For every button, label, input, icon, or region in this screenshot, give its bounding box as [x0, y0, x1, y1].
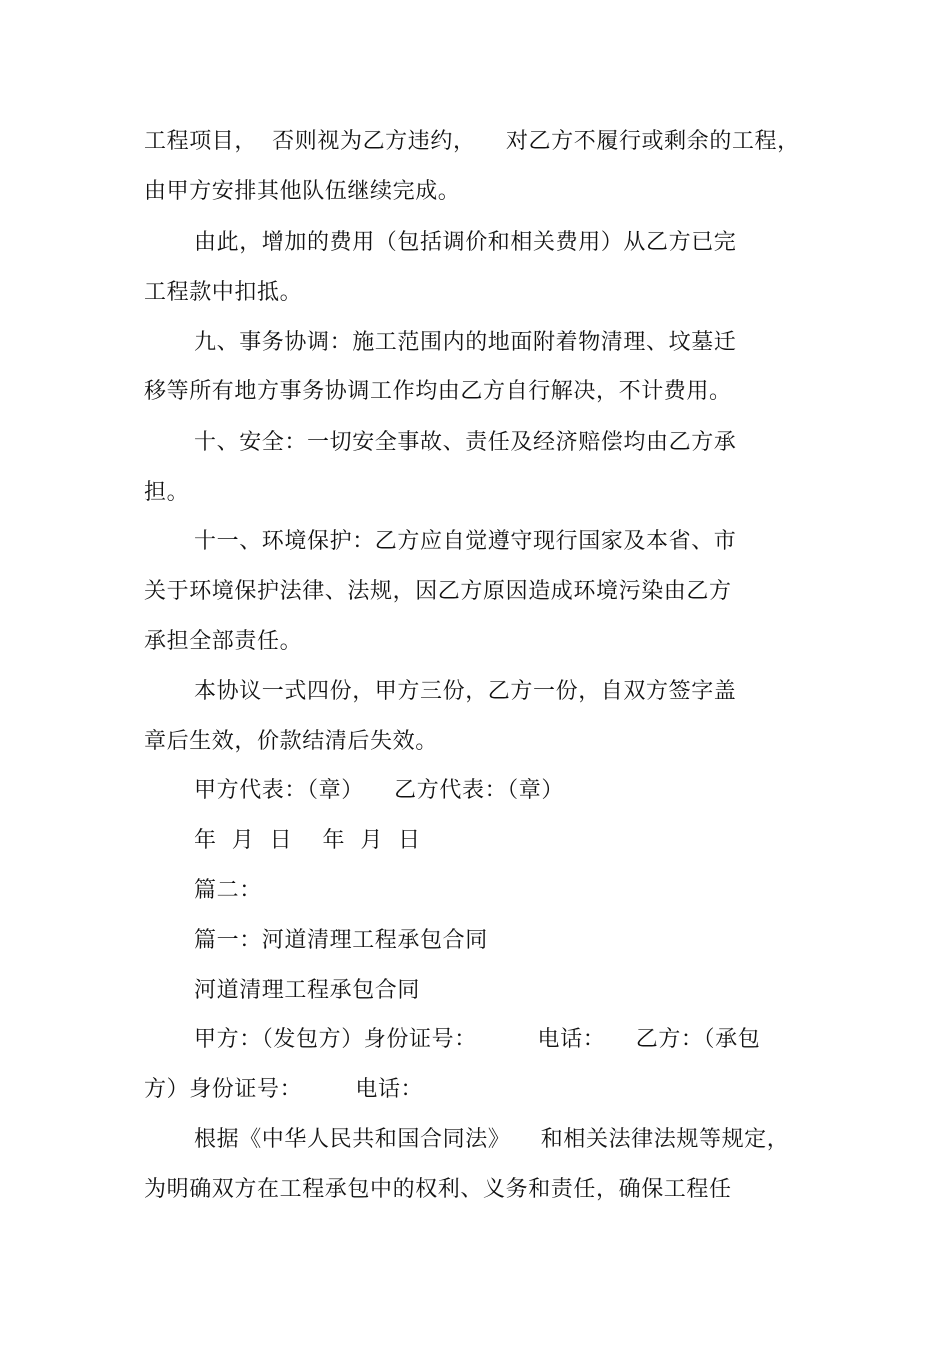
date-line: 年 月 日 年 月 日	[194, 828, 421, 853]
text-line: 担。	[144, 480, 190, 505]
text-line: 由此，增加的费用（包括调价和相关费用）从乙方已完	[194, 230, 737, 255]
text-line: 十、安全：一切安全事故、责任及经济赔偿均由乙方承	[194, 430, 737, 455]
text-line: 工程项目， 否则视为乙方违约， 对乙方不履行或剩余的工程，	[144, 129, 800, 154]
text-line: 移等所有地方事务协调工作均由乙方自行解决，不计费用。	[144, 379, 732, 404]
section-heading: 篇二：	[194, 878, 262, 903]
text-line: 关于环境保护法律、法规，因乙方原因造成环境污染由乙方	[144, 579, 732, 604]
text-line: 章后生效，价款结清后失效。	[144, 729, 438, 754]
text-line: 为明确双方在工程承包中的权利、义务和责任，确保工程任	[144, 1177, 732, 1202]
text-line: 九、事务协调：施工范围内的地面附着物清理、坟墓迁	[194, 330, 737, 355]
text-line: 本协议一式四份，甲方三份，乙方一份，自双方签字盖	[194, 679, 737, 704]
text-line: 承担全部责任。	[144, 629, 303, 654]
contract-title: 河道清理工程承包合同	[194, 978, 421, 1003]
text-line: 十一、环境保护：乙方应自觉遵守现行国家及本省、市	[194, 529, 737, 554]
text-line: 根据《中华人民共和国合同法》 和相关法律法规等规定，	[194, 1127, 790, 1152]
text-line: 工程款中扣抵。	[144, 280, 303, 305]
signature-line: 甲方代表：（章） 乙方代表：（章）	[194, 778, 564, 803]
section-heading: 篇一：河道清理工程承包合同	[194, 928, 488, 953]
text-line: 方）身份证号： 电话：	[144, 1077, 424, 1102]
text-line: 甲方：（发包方）身份证号： 电话： 乙方：（承包	[194, 1027, 761, 1052]
text-line: 由甲方安排其他队伍继续完成。	[144, 179, 461, 204]
